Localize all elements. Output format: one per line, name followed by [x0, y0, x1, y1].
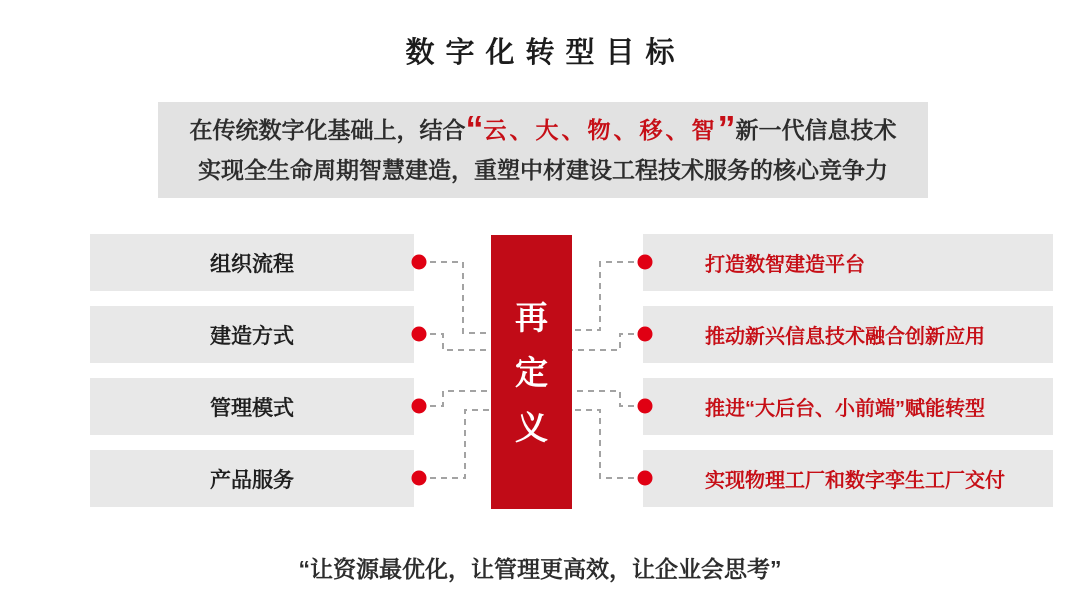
redefine-char-3: 义: [515, 408, 548, 446]
connector-left-4: [419, 410, 491, 478]
left-box-organization-process: [90, 234, 414, 291]
banner-line-2: 实现全生命周期智慧建造，重塑中材建设工程技术服务的核心竞争力: [198, 157, 888, 183]
right-box-digital-twin-delivery: [643, 450, 1053, 507]
right-box-label: 打造数智建造平台: [705, 254, 865, 276]
redefine-char-1: 再: [515, 298, 548, 336]
right-box-empowerment-transform: [643, 378, 1053, 435]
left-box-construction-method: [90, 306, 414, 363]
right-box-digital-platform: [643, 234, 1053, 291]
left-box-product-service: [90, 450, 414, 507]
connector-right-4: [572, 410, 645, 478]
banner-line-1: [189, 108, 897, 149]
left-box-label: 建造方式: [210, 324, 294, 348]
right-box-label: 推进“大后台、小前端”赋能转型: [705, 398, 985, 420]
connector-right-3: [572, 391, 645, 406]
open-quote-mark: “: [465, 108, 484, 149]
right-box-label: 实现物理工厂和数字孪生工厂交付: [705, 470, 1005, 492]
banner-line1-prefix: 在传统数字化基础上，结合: [189, 117, 466, 143]
right-box-tech-innovation: [643, 306, 1053, 363]
connector-left-1: [419, 262, 491, 333]
footer-quote: “让资源最优化，让管理更高效，让企业会思考”: [298, 556, 782, 582]
close-quote-mark: ”: [717, 108, 736, 149]
redefine-center-box: [491, 235, 572, 509]
connector-left-2: [419, 334, 491, 350]
banner-line1-suffix: 新一代信息技术: [735, 117, 897, 143]
banner-line1-highlight: 云、大、物、移、智: [483, 117, 718, 143]
left-box-management-model: [90, 378, 414, 435]
left-box-label: 管理模式: [210, 396, 294, 420]
page-title: 数字化转型目标: [405, 37, 686, 69]
connector-right-1: [572, 262, 645, 330]
left-box-label: 组织流程: [210, 252, 294, 276]
connector-right-2: [572, 334, 645, 350]
connector-left-3: [419, 391, 491, 406]
right-box-label: 推动新兴信息技术融合创新应用: [705, 326, 985, 348]
intro-banner: [158, 102, 928, 198]
left-box-label: 产品服务: [210, 468, 294, 492]
redefine-char-2: 定: [515, 353, 548, 391]
